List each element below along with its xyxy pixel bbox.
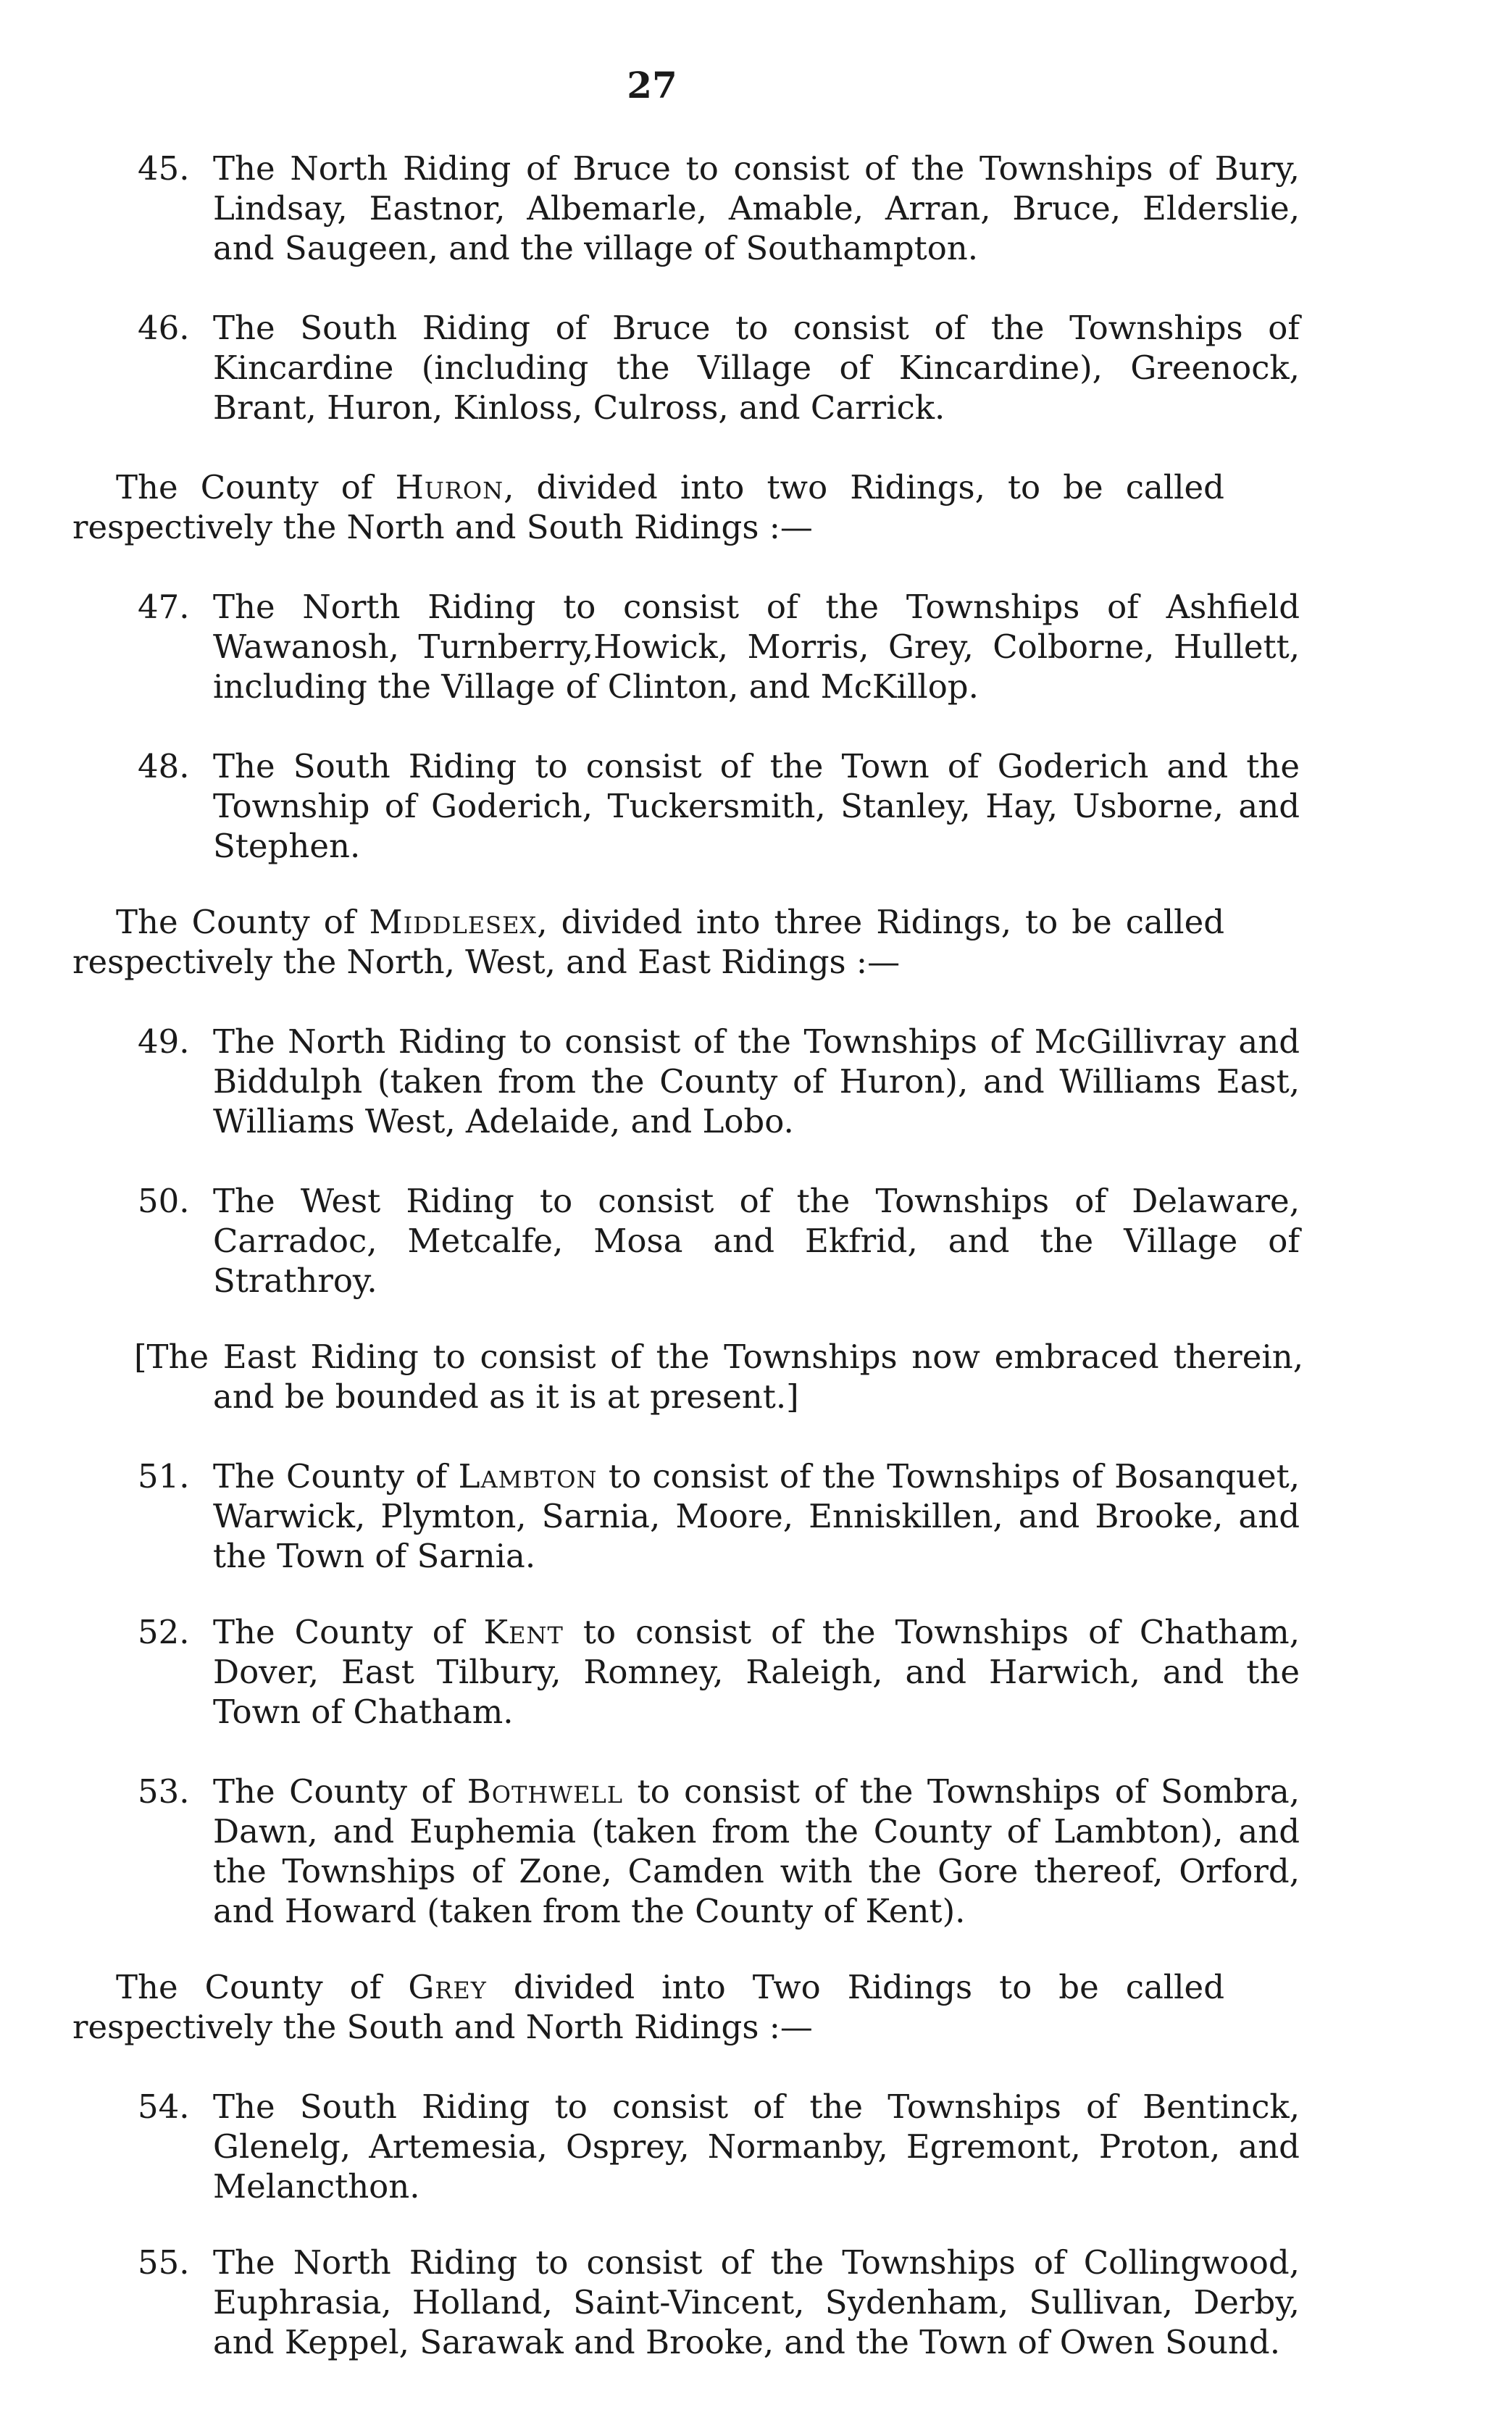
paragraph-text: The County of [213,1613,484,1651]
paragraph-number: 53. [138,1772,190,1811]
paragraph-50 [138,1181,1300,1301]
intro-text: , divided into three Ridings, to be called respectively the North, West, and East Ridings :— [72,903,1225,981]
county-name: Grey [408,1968,487,2006]
intro-text: The County of [116,903,369,941]
paragraph-text: The South Riding to consist of the Town of Goderich and the Township of Goderich, Tuckersmith, Stanley, Hay, Usborne, and Stephen. [213,747,1300,865]
page-number: 27 [627,64,677,107]
paragraph-number: 48. [138,747,190,785]
paragraph-text: The County of [213,1772,467,1811]
paragraph-text: The North Riding to consist of the Townships of Ashfield Wawanosh, Turnberry,Howick, Morris, Grey, Colborne, Hullett, including the Village of Clinton, and McKillop. [213,588,1300,706]
paragraph-49 [138,1022,1300,1141]
intro-text: The County of [116,1968,409,2006]
paragraph-text: The North Riding to consist of the Townships of McGillivray and Biddulph (taken from the County of Huron), and Williams East, Williams West, Adelaide, and Lobo. [213,1022,1300,1140]
paragraph-text: to consist of the Townships of Sombra, Dawn, and Euphemia (taken from the County of Lambton), and the Townships of Zone, Camden with the Gore thereof, Orford, and Howard (taken from the County of Kent). [213,1772,1300,1930]
paragraph-number: 55. [138,2243,190,2282]
intro-text: divided into Two Ridings to be called respectively the South and North Ridings :— [72,1968,1224,2046]
paragraph-text: The North Riding to consist of the Townships of Collingwood, Euphrasia, Holland, Saint-Vincent, Sydenham, Sullivan, Derby, and Keppel, Sarawak and Brooke, and the Town of Owen Sound. [213,2243,1300,2361]
paragraph-number: 45. [138,149,190,188]
paragraph-52 [138,1612,1300,1732]
paragraph-number: 47. [138,588,190,626]
intro-text: The County of [116,468,396,506]
county-name: Middlesex [369,903,538,941]
county-name: Kent [483,1613,564,1651]
paragraph-number: 54. [138,2087,190,2126]
county-name: Bothwell [467,1772,624,1811]
paragraph-number: 49. [138,1022,190,1061]
county-name: Lambton [458,1457,598,1496]
county-name: Huron [395,468,504,506]
paragraph-text: The North Riding of Bruce to consist of the Townships of Bury, Lindsay, Eastnor, Albemarle, Amable, Arran, Bruce, Elderslie, and Saugeen, and the village of Southampton. [213,149,1300,267]
east-riding-note: [The East Riding to consist of the Townships now embraced therein, and be bounded as it is at present.] [134,1338,1303,1416]
paragraph-46 [138,308,1300,427]
paragraph-text: to consist of the Townships of Chatham, Dover, East Tilbury, Romney, Raleigh, and Harwich, and the Town of Chatham. [213,1613,1300,1731]
paragraph-text: The South Riding to consist of the Townships of Bentinck, Glenelg, Artemesia, Osprey, Normanby, Egremont, Proton, and Melancthon. [213,2087,1300,2206]
paragraph-51 [138,1456,1300,1576]
intro-text: , divided into two Ridings, to be called respectively the North and South Ridings :— [72,468,1224,546]
middlesex-intro [72,902,1224,982]
paragraph-55 [138,2243,1300,2362]
huron-intro [72,467,1224,547]
grey-intro [72,1967,1224,2047]
paragraph-45 [138,149,1300,268]
paragraph-text: The West Riding to consist of the Townships of Delaware, Carradoc, Metcalfe, Mosa and Ekfrid, and the Village of Strathroy. [213,1182,1300,1300]
paragraph-number: 50. [138,1182,190,1220]
paragraph-text: to consist of the Townships of Bosanquet, Warwick, Plymton, Sarnia, Moore, Enniskillen, and Brooke, and the Town of Sarnia. [213,1457,1300,1575]
paragraph-47 [138,587,1300,706]
paragraph-text: The County of [213,1457,459,1496]
paragraph-53 [138,1772,1300,1931]
paragraph-number: 46. [138,309,190,347]
paragraph-number: 52. [138,1613,190,1651]
paragraph-48 [138,746,1300,866]
paragraph-text: The South Riding of Bruce to consist of the Townships of Kincardine (including the Village of Kincardine), Greenock, Brant, Huron, Kinloss, Culross, and Carrick. [213,309,1300,427]
paragraph-number: 51. [138,1457,190,1496]
paragraph-54 [138,2087,1300,2206]
